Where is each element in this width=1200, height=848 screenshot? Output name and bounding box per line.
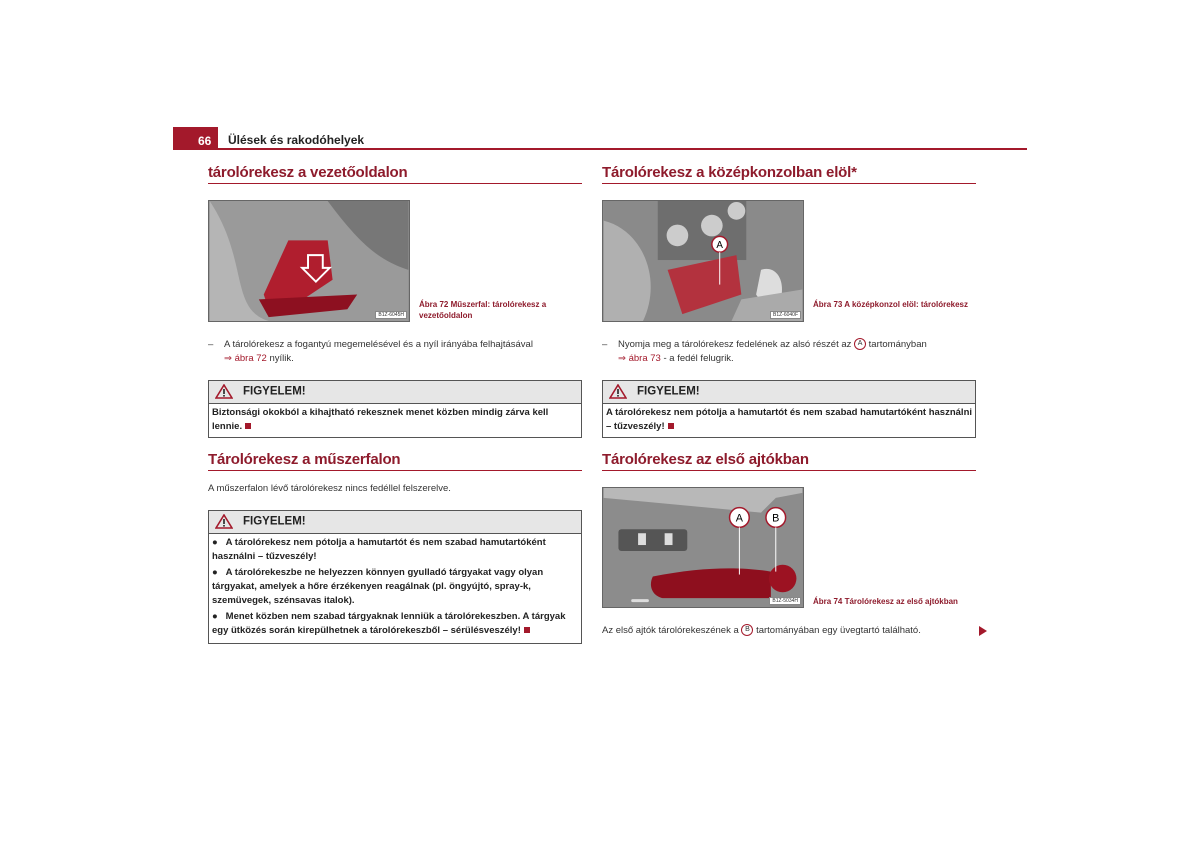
end-marker-icon	[668, 423, 674, 429]
figure-code: B1Z-5034H	[769, 597, 801, 605]
warning-box	[602, 380, 976, 438]
step-text: tartományban	[868, 339, 927, 350]
warning-text: Biztonsági okokból a kihajtható rekesznek menet közben mindig zárva kell lennie.	[212, 407, 549, 432]
figure-link[interactable]: ⇒ ábra 72	[224, 353, 267, 364]
bullet-text: Menet közben nem szabad tárgyaknak lenniük a tárolórekeszben. A tárgyak egy ütközés során kirepülhetnek a tárolórekeszből – sérülésveszély!	[212, 611, 566, 636]
warning-triangle-icon	[215, 384, 233, 399]
door-pocket-illustration	[603, 488, 803, 607]
instruction-step	[602, 338, 976, 366]
callout-a: A	[854, 338, 866, 350]
warning-triangle-icon	[215, 514, 233, 529]
driver-compartment-illustration	[209, 201, 409, 321]
warning-bullet: ● A tárolórekeszbe ne helyezzen könnyen gyulladó tárgyakat vagy olyan tárgyakat, amelyek a hőre érzékenyen reagálnak (pl. öngyújtó, spray-k, szemüvegek, szénsavas italok).	[212, 567, 544, 606]
figure-73	[602, 200, 804, 322]
end-marker-icon	[245, 423, 251, 429]
section-title: Tárolórekesz a középkonzolban elöl*	[602, 164, 976, 184]
figure-74	[602, 487, 804, 608]
section-heading-driver-side	[208, 164, 582, 184]
warning-box	[208, 510, 582, 644]
step-text: Nyomja meg a tárolórekesz fedelének az alsó részét az	[618, 339, 852, 350]
figure-label-b: B	[772, 512, 780, 525]
bullet-text: A tárolórekeszbe ne helyezzen könnyen gyulladó tárgyakat vagy olyan tárgyakat, amelyek a hőre érzékenyen reagálnak (pl. öngyújtó, spray-k, szemüvegek, szénsavas italok).	[212, 567, 544, 606]
section-text	[602, 624, 976, 638]
section-heading-front-doors	[602, 451, 976, 471]
figure-code: B1Z-6040F	[770, 311, 801, 319]
warning-title: FIGYELEM!	[637, 385, 700, 398]
header-divider	[173, 148, 1027, 150]
figure-code: B1Z-6045H	[375, 311, 407, 319]
bullet-text: A tárolórekesz nem pótolja a hamutartót és nem szabad hamutartóként használni – tűzveszély!	[212, 537, 546, 562]
center-console-illustration	[603, 201, 803, 321]
figure-caption: Ábra 73 A középkonzol elöl: tárolórekesz	[813, 300, 969, 309]
warning-box	[208, 380, 582, 438]
warning-triangle-icon	[609, 384, 627, 399]
dash: –	[208, 339, 214, 350]
warning-title: FIGYELEM!	[243, 515, 306, 528]
section-heading-center-console	[602, 164, 976, 184]
continue-arrow-icon[interactable]	[979, 626, 987, 636]
figure-label-a: A	[735, 512, 743, 525]
step-text-end: nyílik.	[266, 353, 294, 364]
section-title: Tárolórekesz a műszerfalon	[208, 451, 582, 471]
instruction-step	[208, 338, 582, 366]
text: tartományában egy üvegtartó található.	[756, 625, 921, 636]
page-number: 66	[173, 127, 218, 149]
warning-title: FIGYELEM!	[243, 385, 306, 398]
figure-72	[208, 200, 410, 322]
dash: –	[602, 339, 608, 350]
end-marker-icon	[524, 627, 530, 633]
warning-text: A tárolórekesz nem pótolja a hamutartót és nem szabad hamutartóként használni – tűzveszély!	[606, 407, 973, 432]
section-title: Tárolórekesz az első ajtókban	[602, 451, 976, 471]
figure-caption: Ábra 74 Tárolórekesz az első ajtókban	[813, 597, 958, 606]
warning-bullet: ● Menet közben nem szabad tárgyaknak lenniük a tárolórekeszben. A tárgyak egy ütközés során kirepülhetnek a tárolórekeszből – sérülésveszély!	[212, 611, 566, 636]
figure-caption: Ábra 72 Műszerfal: tárolórekesz a vezetőoldalon	[419, 300, 547, 320]
step-text: A tárolórekesz a fogantyú megemelésével és a nyíl irányába felhajtásával	[224, 339, 533, 350]
callout-b: B	[741, 624, 753, 636]
section-title: tárolórekesz a vezetőoldalon	[208, 164, 582, 184]
figure-link[interactable]: ⇒ ábra 73	[618, 353, 661, 364]
chapter-title: Ülések és rakodóhelyek	[228, 133, 365, 147]
text: Az első ajtók tárolórekeszének a	[602, 625, 739, 636]
warning-bullet: ● A tárolórekesz nem pótolja a hamutartót és nem szabad hamutartóként használni – tűzveszély!	[212, 537, 546, 562]
figure-label: A	[716, 240, 724, 252]
step-text-end: - a fedél felugrik.	[660, 353, 734, 364]
section-heading-dashboard	[208, 451, 582, 471]
section-text: A műszerfalon lévő tárolórekesz nincs fedéllel felszerelve.	[208, 483, 451, 494]
